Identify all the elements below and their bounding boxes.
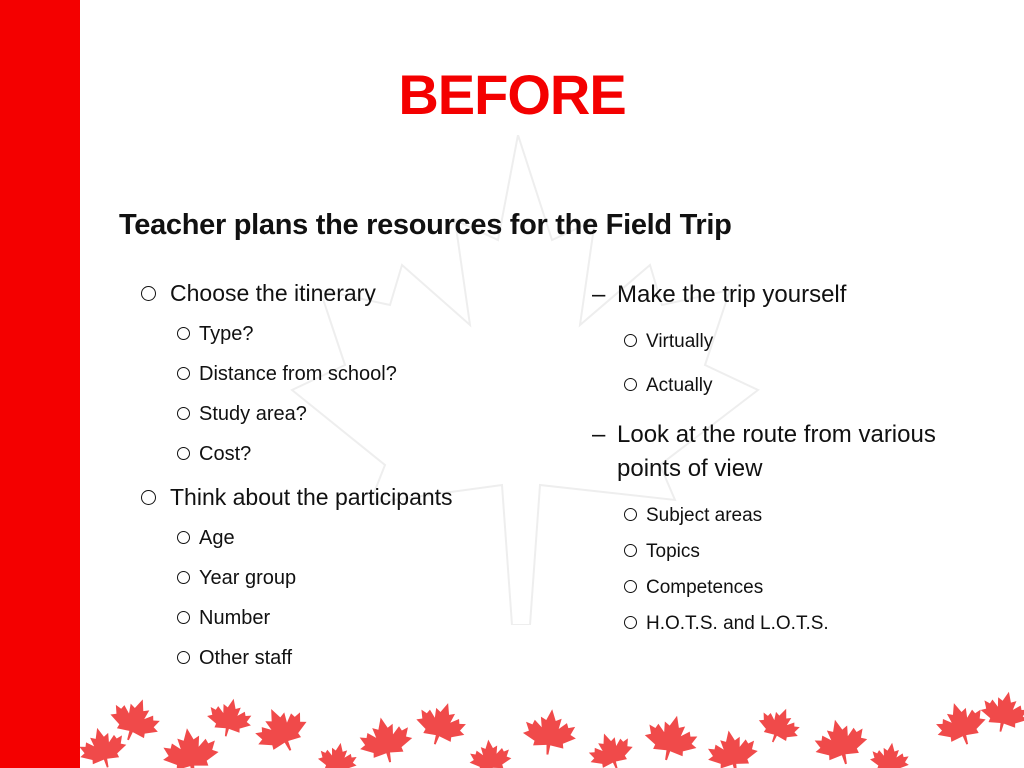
list-item bbox=[177, 527, 235, 550]
list-item bbox=[624, 331, 713, 353]
hollow-circle-icon bbox=[624, 378, 637, 391]
left-section-2-label: Think about the participants bbox=[170, 484, 453, 510]
slide-subtitle: Teacher plans the resources for the Field Trip bbox=[119, 209, 732, 241]
list-item-text: Other staff bbox=[199, 647, 293, 669]
maple-leaf-icon bbox=[930, 695, 991, 752]
list-item bbox=[624, 375, 713, 397]
hollow-circle-icon bbox=[177, 651, 190, 664]
list-item-text: Cost? bbox=[199, 443, 252, 465]
left-section-1-heading bbox=[141, 280, 376, 307]
list-item-text: Actually bbox=[646, 375, 713, 396]
hollow-circle-icon bbox=[177, 531, 190, 544]
dash-bullet: – bbox=[592, 281, 606, 308]
list-item-text: Distance from school? bbox=[199, 363, 397, 385]
maple-leaf-icon bbox=[583, 726, 638, 768]
maple-leaf-icon bbox=[868, 740, 911, 768]
left-section-1-label: Choose the itinerary bbox=[170, 280, 376, 306]
maple-leaf-icon bbox=[753, 701, 805, 750]
hollow-circle-icon bbox=[624, 616, 637, 629]
maple-leaf-icon bbox=[247, 698, 314, 762]
left-red-bar bbox=[0, 0, 80, 768]
maple-leaf-icon bbox=[316, 739, 360, 768]
list-item-text: Topics bbox=[646, 541, 700, 562]
maple-leaf-icon bbox=[467, 737, 513, 768]
list-item-text: Year group bbox=[199, 567, 297, 589]
list-item bbox=[177, 567, 296, 590]
list-item-text: Subject areas bbox=[646, 505, 763, 526]
hollow-circle-icon bbox=[624, 544, 637, 557]
list-item-text: H.O.T.S. and L.O.T.S. bbox=[646, 613, 829, 634]
maple-leaf-icon bbox=[977, 688, 1024, 737]
list-item-text: Virtually bbox=[646, 331, 714, 352]
list-item bbox=[624, 577, 763, 599]
list-item bbox=[177, 403, 307, 426]
list-item-text: Age bbox=[199, 527, 235, 549]
list-item-text: Number bbox=[199, 607, 271, 629]
right-section-2-label: Look at the route from various points of view bbox=[617, 421, 936, 482]
hollow-circle-icon bbox=[177, 367, 190, 380]
hollow-circle-icon bbox=[624, 508, 637, 521]
list-item-text: Study area? bbox=[199, 403, 307, 425]
maple-leaf-icon bbox=[809, 713, 872, 768]
maple-leaf-icon bbox=[704, 726, 761, 768]
list-item bbox=[177, 647, 292, 670]
hollow-circle-icon bbox=[177, 327, 190, 340]
hollow-circle-icon bbox=[177, 571, 190, 584]
maple-leaf-icon bbox=[521, 706, 579, 757]
hollow-circle-icon bbox=[141, 490, 156, 505]
list-item bbox=[624, 541, 700, 563]
maple-leaf-icon bbox=[411, 695, 472, 752]
left-section-2-heading bbox=[141, 484, 453, 511]
list-item bbox=[177, 363, 397, 386]
maple-leaf-icon bbox=[159, 724, 221, 768]
list-item-text: Type? bbox=[199, 323, 254, 345]
maple-leaf-icon bbox=[640, 709, 703, 766]
hollow-circle-icon bbox=[177, 407, 190, 420]
dash-bullet: – bbox=[592, 421, 606, 448]
slide-title: BEFORE bbox=[398, 63, 626, 126]
list-item bbox=[624, 613, 829, 635]
hollow-circle-icon bbox=[141, 286, 156, 301]
list-item bbox=[177, 607, 270, 630]
maple-leaf-border bbox=[80, 688, 1024, 768]
maple-leaf-icon bbox=[204, 694, 256, 741]
maple-leaf-icon bbox=[355, 712, 417, 768]
list-item-text: Competences bbox=[646, 577, 764, 598]
list-item bbox=[177, 443, 251, 466]
list-item bbox=[177, 323, 253, 346]
hollow-circle-icon bbox=[177, 447, 190, 460]
hollow-circle-icon bbox=[624, 580, 637, 593]
list-item bbox=[624, 505, 762, 527]
hollow-circle-icon bbox=[624, 334, 637, 347]
right-section-1-label: Make the trip yourself bbox=[617, 281, 847, 308]
hollow-circle-icon bbox=[177, 611, 190, 624]
